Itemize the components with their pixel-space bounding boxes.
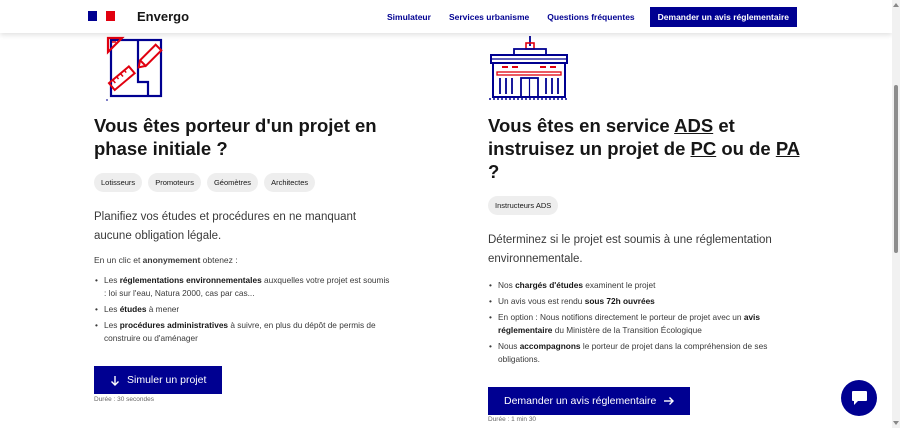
- demander-avis-label: Demander un avis réglementaire: [504, 395, 657, 407]
- porteur-tags: [94, 173, 315, 192]
- site-header: [0, 0, 892, 33]
- list-item: • Nos chargés d'études examinent le projet: [488, 279, 788, 292]
- scroll-up-arrow-icon[interactable]: [893, 3, 899, 7]
- list-item: • Les études à mener: [94, 303, 394, 316]
- porteur-duration: Durée : 30 secondes: [94, 396, 154, 403]
- list-item: • Un avis vous est rendu sous 72h ouvrées: [488, 295, 788, 308]
- brand-name[interactable]: Envergo: [137, 9, 190, 24]
- arrow-right-icon: [663, 396, 674, 406]
- tag-promoteurs: Promoteurs: [148, 173, 201, 192]
- scroll-down-arrow-icon[interactable]: [893, 421, 899, 425]
- ads-tags: [488, 196, 558, 215]
- ads-duration: Durée : 1 min 30: [488, 416, 537, 423]
- tag-architectes: Architectes: [264, 173, 315, 192]
- main-nav: [378, 7, 797, 27]
- ads-title: Vous êtes en service ADS et instruisez un projet de PC ou de PA ?: [488, 115, 800, 182]
- french-flag-logo[interactable]: [88, 11, 115, 21]
- nav-link-simulateur[interactable]: Simulateur: [387, 12, 431, 22]
- list-item: • Les réglementations environnementales auxquelles votre projet est soumis : loi sur l'eau, Natura 2000, cas par cas...: [94, 274, 394, 300]
- porteur-intro: En un clic et anonymement obtenez :: [94, 255, 238, 265]
- government-building-icon: [488, 36, 568, 102]
- list-item: • En option : Nous notifions directement le porteur de projet avec un avis réglementaire du Ministère de la Transition Écologique: [488, 311, 788, 337]
- porteur-benefits-list: [94, 274, 394, 348]
- nav-link-faq[interactable]: Questions fréquentes: [547, 12, 635, 22]
- tag-instructeurs-ads: Instructeurs ADS: [488, 196, 558, 215]
- chat-button[interactable]: [841, 380, 877, 416]
- list-item: • Les procédures administratives à suivre, en plus du dépôt de permis de construire ou d'aménager: [94, 319, 394, 345]
- porteur-lead: Planifiez vos études et procédures en ne manquant aucune obligation légale.: [94, 211, 357, 242]
- tag-lotisseurs: Lotisseurs: [94, 173, 142, 192]
- ads-benefits-list: [488, 279, 788, 369]
- nav-link-services-urbanisme[interactable]: Services urbanisme: [448, 12, 530, 22]
- chat-bubble-icon: [851, 390, 868, 406]
- porteur-title: Vous êtes porteur d'un projet en phase initiale ?: [94, 115, 377, 159]
- arrow-down-icon: [110, 375, 120, 386]
- drawing-tools-icon: [102, 36, 166, 102]
- ads-lead: Déterminez si le projet est soumis à une réglementation environnementale.: [488, 234, 772, 265]
- demander-avis-button[interactable]: [488, 387, 690, 415]
- simuler-projet-label: Simuler un projet: [127, 374, 207, 386]
- header-cta-button[interactable]: Demander un avis réglementaire: [650, 7, 797, 27]
- page-scrollbar[interactable]: [892, 0, 900, 428]
- list-item: • Nous accompagnons le porteur de projet dans la compréhension de ses obligations.: [488, 340, 788, 366]
- tag-geometres: Géomètres: [207, 173, 258, 192]
- simuler-projet-button[interactable]: [94, 366, 222, 394]
- scrollbar-thumb[interactable]: [894, 85, 898, 253]
